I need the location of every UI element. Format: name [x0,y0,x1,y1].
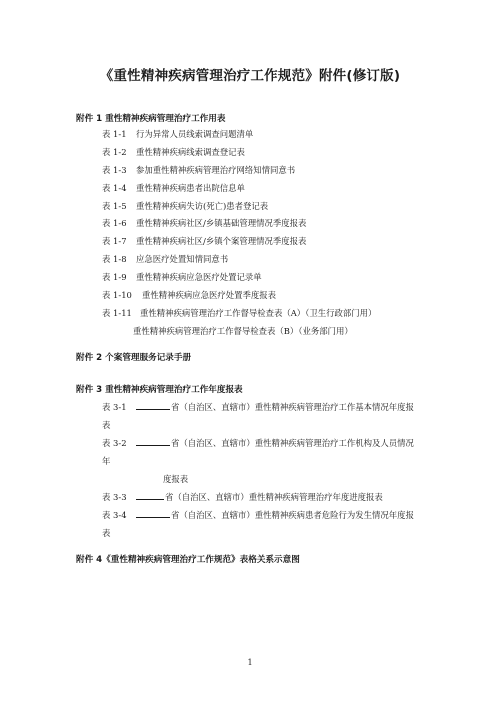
section-heading-3: 附件 3 重性精神疾病管理治疗工作年度报表 [76,385,243,395]
list-item-continuation: 度报表 [163,474,189,484]
table-code: 表 3-1 [102,402,127,412]
table-code: 表 1-3 [102,165,127,175]
table-title: 行为异常人员线索调查问题清单 [136,129,254,139]
table-code: 表 1-4 [102,183,127,193]
blank-line [136,510,170,518]
list-item [102,146,245,158]
page-number: 1 [247,658,253,667]
table-code: 表 1-8 [102,254,127,264]
table-title: 省（自治区、直辖市）重性精神疾病管理治疗年度进度报表 [165,492,383,502]
table-title: 参加重性精神疾病管理治疗网络知情同意书 [136,165,296,175]
section-heading-2: 附件 2 个案管理服务记录手册 [76,353,192,363]
table-title: 重性精神疾病管理治疗工作督导检查表（B）（业务部门用） [133,326,353,336]
table-title: 重性精神疾病应急医疗处置记录单 [136,272,262,282]
table-code: 表 1-2 [102,147,127,157]
section-heading-4: 附件 4《重性精神疾病管理治疗工作规范》表格关系示意图 [76,555,300,565]
list-item [102,164,295,176]
table-title: 重性精神疾病社区/乡镇个案管理情况季度报表 [136,236,307,246]
list-item-continuation: 年 [102,456,111,466]
list-item [102,253,228,265]
list-item [102,200,268,212]
table-code: 表 1-7 [102,236,127,246]
table-code: 表 3-2 [102,438,127,448]
table-title: 省（自治区、直辖市）重性精神疾病管理治疗工作机构及人员情况 [171,438,414,448]
list-item [102,182,245,194]
table-title: 应急医疗处置知情同意书 [136,254,229,264]
section-heading-1: 附件 1 重性精神疾病管理治疗工作用表 [76,114,226,124]
table-code: 表 1-10 [102,290,132,300]
list-item [102,509,414,521]
table-title: 重性精神疾病管理治疗工作督导检查表（A）（卫生行政部门用） [140,308,377,318]
blank-line [136,438,170,446]
blank-line [136,402,170,410]
table-code: 表 1-1 [102,129,127,139]
table-title: 重性精神疾病失访(死亡)患者登记表 [136,201,269,211]
list-item [102,307,376,319]
list-item [102,235,306,247]
table-code: 表 1-6 [102,218,127,228]
table-code: 表 1-11 [102,308,132,318]
table-code: 表 3-4 [102,510,127,520]
table-title: 重性精神疾病患者出院信息单 [136,183,245,193]
list-item [102,491,383,503]
table-title: 重性精神疾病应急医疗处置季度报表 [142,290,276,300]
list-item [102,271,262,283]
table-title: 省（自治区、直辖市）重性精神疾病管理治疗工作基本情况年度报 [171,402,414,412]
document-title: 《重性精神疾病管理治疗工作规范》附件(修订版) [99,68,401,84]
table-code: 表 3-3 [102,492,127,502]
table-code: 表 1-9 [102,272,127,282]
list-item [102,437,414,449]
table-title: 重性精神疾病线索调查登记表 [136,147,245,157]
table-title: 重性精神疾病社区/乡镇基础管理情况季度报表 [136,218,307,228]
list-item-continuation: 表 [102,528,111,538]
list-item-continuation: 表 [102,420,111,430]
list-item [102,128,253,140]
list-item [102,401,414,413]
table-title: 省（自治区、直辖市）重性精神疾病患者危险行为发生情况年度报 [171,510,414,520]
list-item [133,325,353,337]
table-code: 表 1-5 [102,201,127,211]
blank-line [136,492,164,500]
list-item [102,289,276,301]
list-item [102,217,306,229]
